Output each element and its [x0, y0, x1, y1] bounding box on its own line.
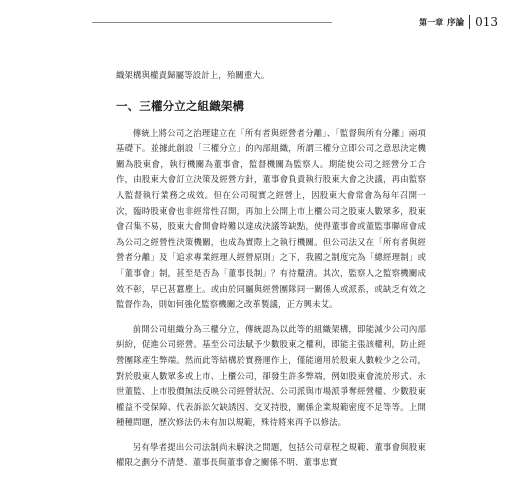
header-rule — [92, 22, 332, 23]
continued-paragraph: 織架構與權責歸屬等設計上，殆關重大。 — [116, 70, 270, 80]
body-paragraph-3: 另有學者提出公司法制尚未解決之問題，包括公司章程之規範、董事會與股東權限之劃分不清楚、董事長與董事會之關係不明、董事忠實 — [116, 441, 426, 468]
body-paragraph-2: 前開公司組織分為三權分立，傳統認為以此等的組織架構，即能減少公司內部糾紛，促進公司經營。基至公司法賦予少數股東之權利，即能主張該權利，防止經營團隊產生弊端。然而此等結構於實務運作上，僅能適用於股東人數較少之公司，對於股東人數眾多或上市、上櫃公司，卻發生許多弊端，例如股東會流於形式、永世董監、上市股價無法反映公司經營狀況、公司派與市場派爭奪經營權、少數股東權益不受保障、代表訴訟欠缺誘因、交叉持股，關係企業規範密度不足等等。上開種種問題，歷次修法仍未有加以規範，殊待將來再予以修法。 — [116, 323, 426, 428]
section-heading: 一、三權分立之組織架構 — [116, 98, 245, 113]
page-number: 013 — [475, 15, 498, 29]
body-paragraph-1: 傳統上將公司之治理建立在「所有者與經營者分離」、「監督與所有分離」兩項基礎下。並據此創設「三權分立」的內部組織，所謂三權分立即公司之意思決定機關為股東會，執行機關為董事會，監督機關為監察人。期能使公司之經營分工合作，由股東大會訂立決策及經營方針，董事會負責執行股東大會之決議，再由監察人監督執行業務之成效。但在公司現實之經營上，因股東大會常會為每年召開一次，臨時股東會也非經常性召開，再加上公開上市上櫃公司之股東人數眾多，股東會召集不易，股東大會開會時難以達成決議等缺點，使得董事會或董監事聯席會成為公司之經營性決策機關，也成為實際上之執行機關。但公司法又在「所有者與經營者分離」及「追求專業經理人經營原則」之下，我國之制度完為「總經理制」或「董事會」制，甚至是否為「董事長制」？有待釐清。其次，監察人之監察機關成效不彰，早已甚囂塵上。或由於同屬與經營團隊同一關係人或派系，或缺乏有效之監督作為，則如何強化監察機關之改革製議，正方興未艾。 — [116, 127, 426, 310]
running-head-chapter: 第一章 — [419, 17, 444, 27]
running-head-section: 序論 — [447, 18, 465, 28]
page-body — [116, 68, 426, 471]
running-head — [419, 12, 498, 32]
running-head-divider — [469, 15, 470, 29]
